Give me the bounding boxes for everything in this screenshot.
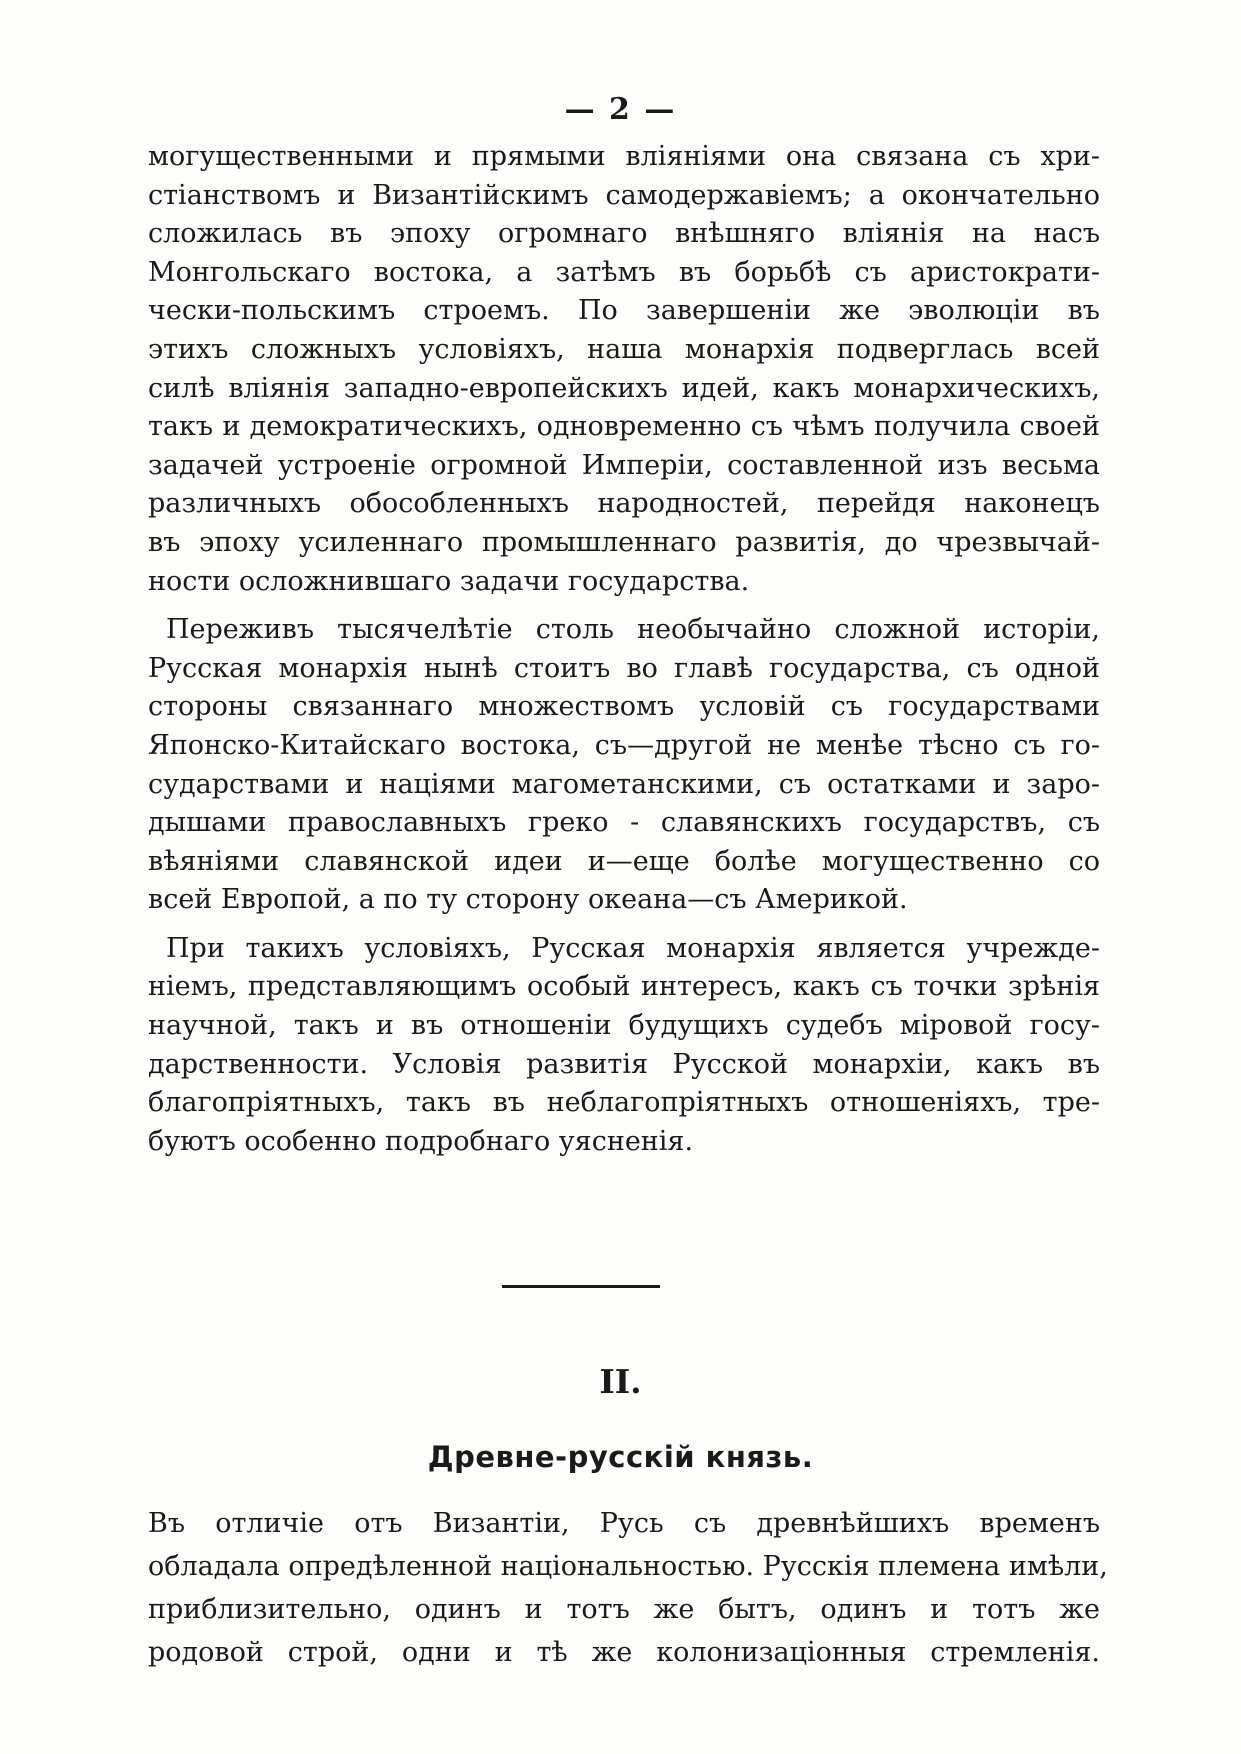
section-title: Древне-русскій князь.	[427, 1440, 814, 1474]
text-line: буютъ особенно подробнаго уясненія.	[148, 1125, 694, 1157]
text-line: дарственности. Условія развитія Русской монархіи, какъ въ	[148, 1048, 1100, 1080]
text-line: различныхъ обособленныхъ народностей, перейдя наконецъ	[148, 488, 1100, 520]
text-line: сударствами и націями магометанскими, съ остатками и заро-	[148, 768, 1100, 800]
text-line: могущественными и прямыми вліяніями она связана съ хри-	[148, 141, 1100, 172]
paragraph	[148, 138, 1100, 601]
section-paragraph	[148, 1502, 1108, 1674]
text-line: обладала опредѣленной національностью. Русскія племена имѣли,	[148, 1551, 1108, 1582]
text-line: Монгольскаго востока, а затѣмъ въ борьбѣ съ аристократи-	[148, 256, 1100, 288]
text-line: Русская монархія нынѣ стоитъ во главѣ государства, съ одной	[148, 652, 1100, 684]
text-line: чески-польскимъ строемъ. По завершеніи же эволюціи въ	[148, 295, 1100, 327]
text-line: задачей устроеніе огромной Имперіи, составленной изъ весьма	[148, 449, 1100, 481]
text-line: благопріятныхъ, такъ въ неблагопріятныхъ отношеніяхъ, тре-	[148, 1087, 1100, 1119]
text-line: родовой строй, одни и тѣ же колонизаціонныя стремленія.	[148, 1637, 1100, 1668]
text-line: въ эпоху усиленнаго промышленнаго развитія, до чрезвычай-	[148, 526, 1100, 558]
section-divider	[502, 1285, 660, 1288]
section-number: II.	[599, 1362, 642, 1401]
paragraph	[148, 611, 1100, 920]
text-line: При такихъ условіяхъ, Русская монархія является учрежде-	[166, 932, 1100, 964]
text-line: стороны связаннаго множествомъ условій съ государствами	[148, 691, 1100, 723]
text-line: приблизительно, одинъ и тотъ же бытъ, одинъ и тотъ же	[148, 1594, 1100, 1625]
text-line: ніемъ, представляющимъ особый интересъ, какъ съ точки зрѣнія	[148, 971, 1100, 1003]
text-line: Переживъ тысячелѣтіе столь необычайно сложной исторіи,	[166, 614, 1100, 646]
paragraph	[148, 930, 1100, 1162]
text-line: стіанствомъ и Византійскимъ самодержавіемъ; а окончательно	[148, 179, 1100, 211]
text-line: силѣ вліянія западно-европейскихъ идей, какъ монархическихъ,	[148, 372, 1100, 404]
text-line: дышами православныхъ греко - славянскихъ государствъ, съ	[148, 807, 1100, 839]
text-line: сложилась въ эпоху огромнаго внѣшняго вліянія на насъ	[148, 218, 1100, 250]
text-line: этихъ сложныхъ условіяхъ, наша монархія подверглась всей	[148, 333, 1100, 365]
text-line: вѣяніями славянской идеи и—еще болѣе могущественно со	[148, 845, 1100, 877]
text-line: всей Европой, а по ту сторону океана—съ Америкой.	[148, 884, 908, 916]
text-line: ности осложнившаго задачи государства.	[148, 565, 750, 597]
text-line: Японско-Китайскаго востока, съ—другой не менѣе тѣсно съ го-	[148, 729, 1100, 761]
text-line: такъ и демократическихъ, одновременно съ чѣмъ получила своей	[148, 411, 1100, 443]
main-text	[148, 138, 1100, 1171]
text-line: Въ отличіе отъ Византіи, Русь съ древнѣйшихъ временъ	[148, 1508, 1100, 1539]
page-number: — 2 —	[564, 92, 677, 127]
text-line: научной, такъ и въ отношеніи будущихъ судебъ міровой госу-	[148, 1010, 1100, 1042]
